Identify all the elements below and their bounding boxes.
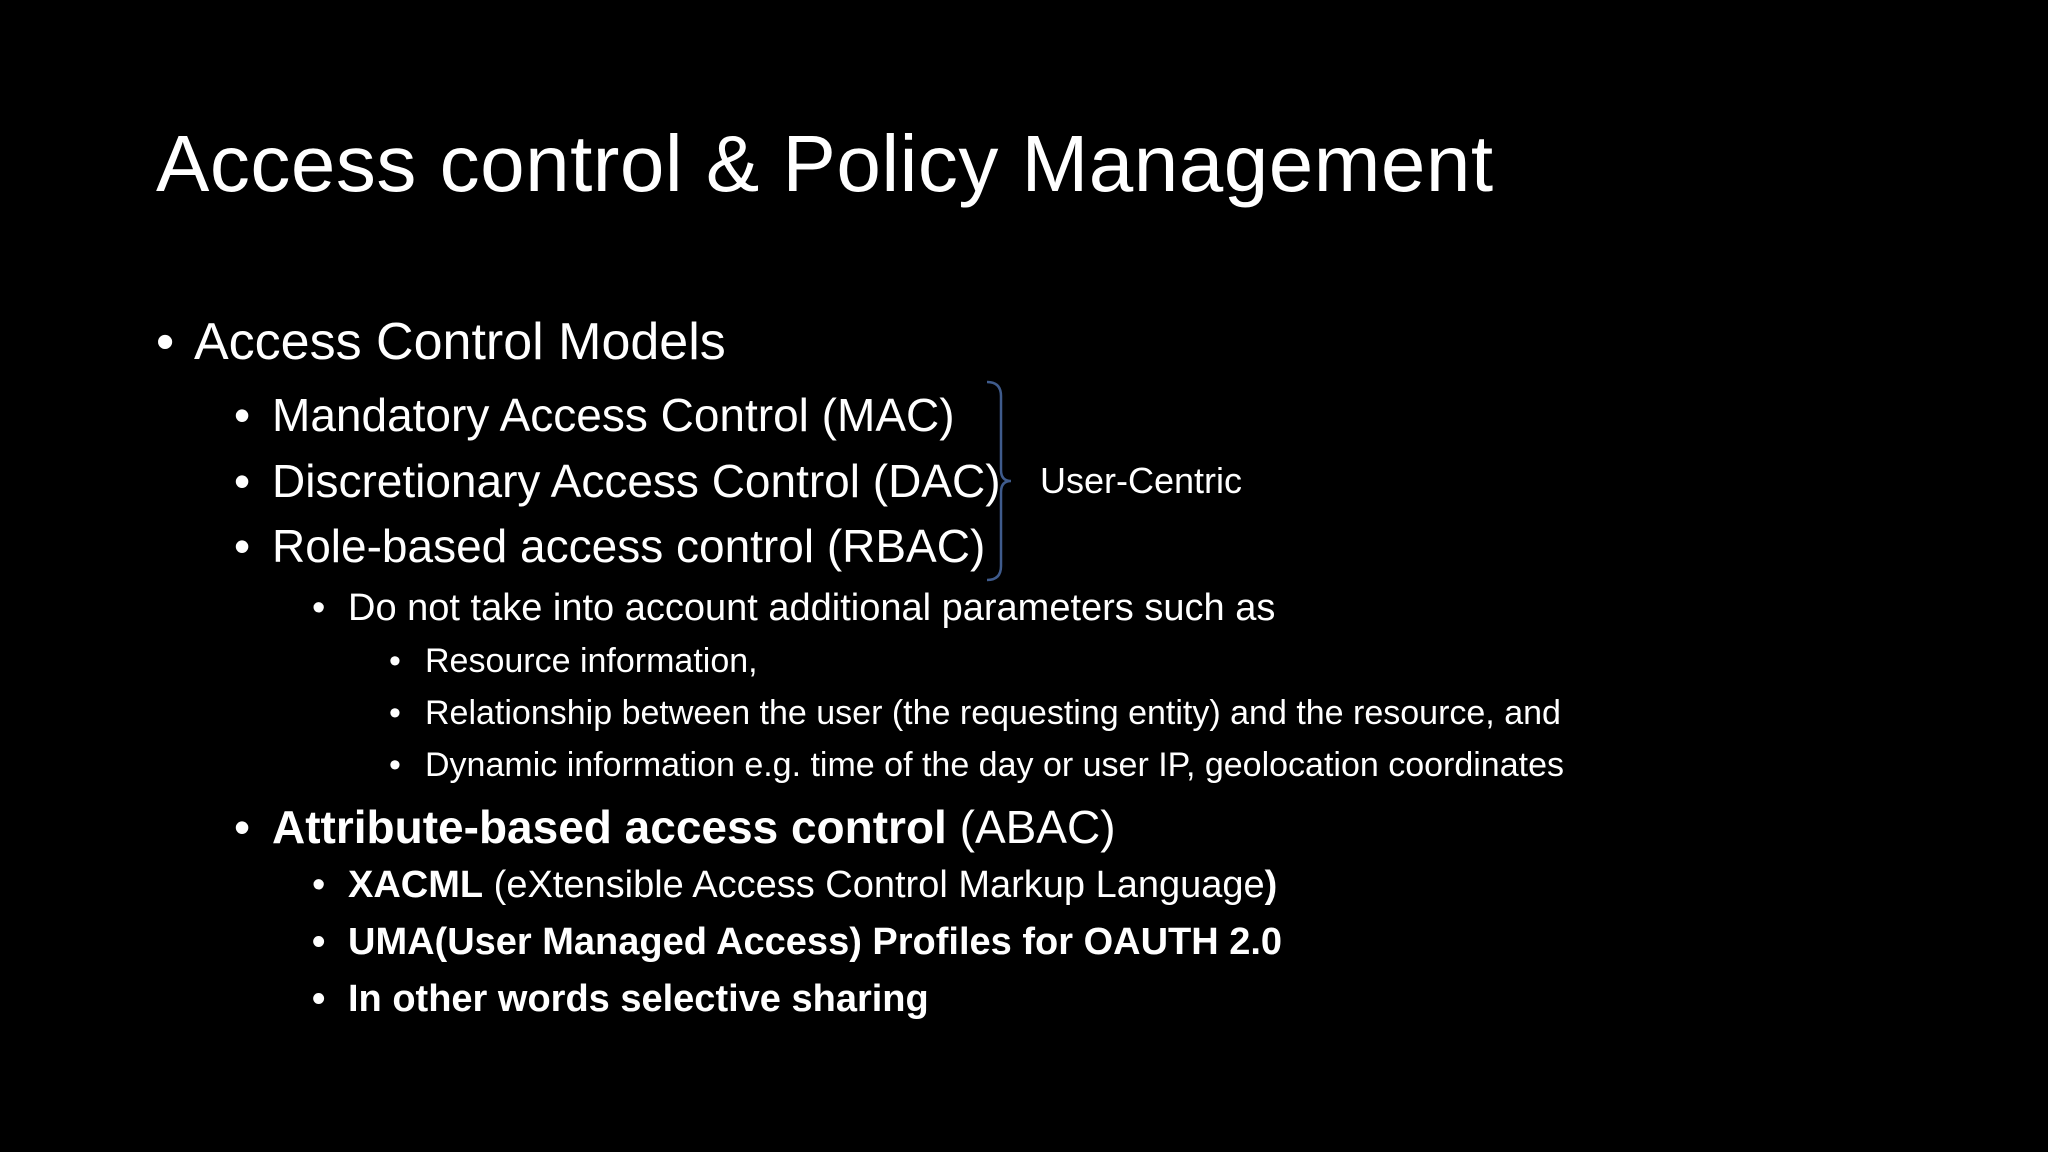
bullet-dynamic-info	[389, 746, 1564, 785]
bullet-icon: •	[312, 978, 326, 1020]
bullet-uma	[312, 921, 1282, 964]
bullet-text-bold: XACML	[348, 864, 484, 906]
bullet-icon: •	[389, 694, 401, 732]
bullet-icon: •	[312, 921, 326, 963]
bullet-text-rest: (eXtensible Access Control Markup Language	[483, 864, 1265, 906]
bullet-text: Role-based access control (RBAC)	[272, 520, 986, 572]
user-centric-label: User-Centric	[1040, 460, 1243, 501]
bullet-text: In other words selective sharing	[348, 978, 929, 1020]
bullet-selective-sharing	[312, 978, 929, 1021]
bullet-icon: •	[312, 864, 326, 906]
bullet-abac	[234, 800, 1116, 854]
bullet-text: Do not take into account additional parameters such as	[348, 587, 1276, 629]
bullet-dac	[234, 454, 1001, 508]
bullet-text: Discretionary Access Control (DAC)	[272, 455, 1001, 507]
bullet-text-bold: Attribute-based access control	[272, 801, 947, 853]
bullet-resource-info	[389, 642, 758, 681]
slide-title: Access control & Policy Management	[156, 119, 1494, 208]
bullet-text-tail: )	[1264, 864, 1278, 906]
bullet-icon: •	[234, 389, 251, 441]
bullet-relationship	[389, 694, 1561, 733]
bullet-icon: •	[312, 587, 326, 629]
bullet-xacml	[312, 864, 1277, 907]
bullet-icon: •	[234, 455, 251, 507]
bullet-additional-params	[312, 587, 1275, 630]
bullet-icon: •	[389, 746, 401, 784]
bullet-access-control-models	[156, 312, 726, 372]
bullet-text: Resource information,	[425, 642, 758, 680]
bullet-mac	[234, 388, 955, 442]
user-centric-brace	[985, 380, 1015, 582]
bullet-icon: •	[156, 313, 175, 371]
bullet-text: Mandatory Access Control (MAC)	[272, 389, 955, 441]
bullet-icon: •	[234, 801, 251, 853]
bullet-icon: •	[234, 520, 251, 572]
bullet-text: Relationship between the user (the requesting entity) and the resource, and	[425, 694, 1561, 732]
bullet-text: Access Control Models	[194, 313, 726, 371]
bullet-text-rest: (ABAC)	[946, 801, 1116, 853]
bullet-text: Dynamic information e.g. time of the day or user IP, geolocation coordinates	[425, 746, 1564, 784]
bullet-rbac	[234, 519, 985, 573]
bullet-text: UMA(User Managed Access) Profiles for OAUTH 2.0	[348, 921, 1283, 963]
bullet-icon: •	[389, 642, 401, 680]
